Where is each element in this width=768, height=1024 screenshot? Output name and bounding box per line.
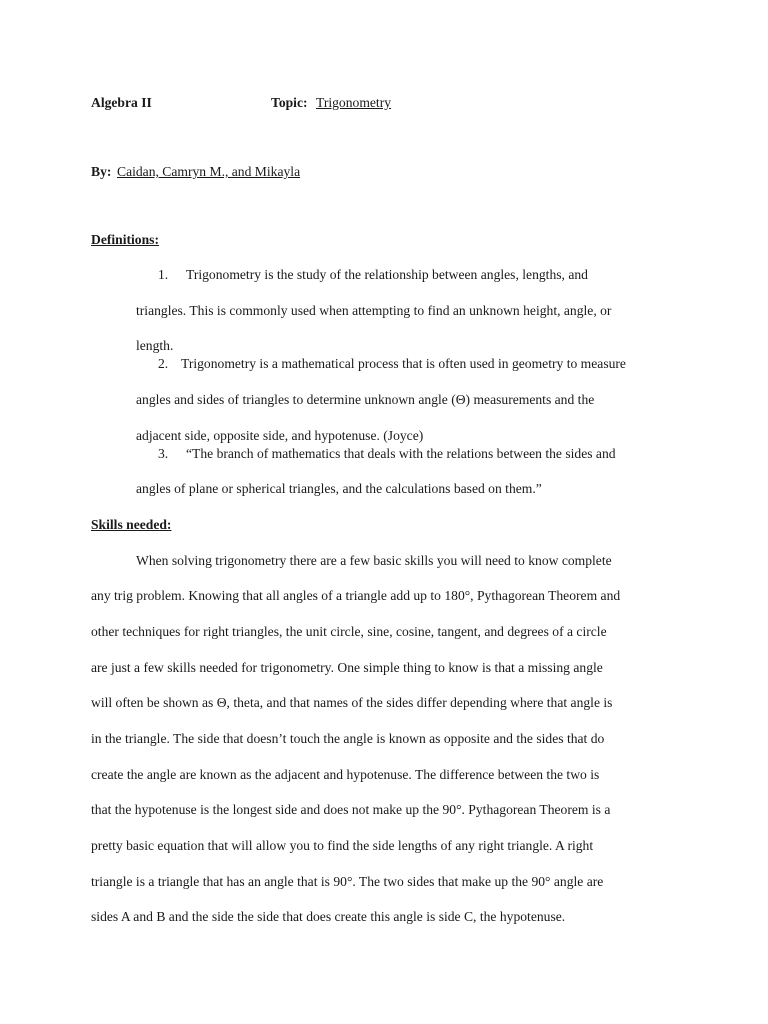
skills-line: will often be shown as Θ, theta, and that names of the sides differ depending where that angle is bbox=[91, 695, 613, 710]
definition-number: 2. bbox=[158, 356, 169, 371]
skills-line: triangle is a triangle that has an angle that is 90°. The two sides that make up the 90° angle are bbox=[91, 874, 604, 889]
definition-line: “The branch of mathematics that deals with the relations between the sides and bbox=[186, 446, 616, 461]
skills-line: other techniques for right triangles, the unit circle, sine, cosine, tangent, and degrees of a circle bbox=[91, 624, 607, 639]
skills-line: any trig problem. Knowing that all angles of a triangle add up to 180°, Pythagorean Theorem and bbox=[91, 588, 621, 603]
definition-number: 3. bbox=[158, 446, 169, 461]
skills-line: in the triangle. The side that doesn’t touch the angle is known as opposite and the sides that do bbox=[91, 731, 605, 746]
definition-number: 1. bbox=[158, 267, 169, 282]
authors: Caidan, Camryn M., and Mikayla bbox=[117, 164, 301, 179]
skills-line: are just a few skills needed for trigonometry. One simple thing to know is that a missing angle bbox=[91, 660, 603, 675]
skills-heading: Skills needed: bbox=[91, 517, 172, 532]
course-title: Algebra II bbox=[91, 95, 152, 110]
skills-line: that the hypotenuse is the longest side and does not make up the 90°. Pythagorean Theorem is a bbox=[91, 802, 611, 817]
definition-line: triangles. This is commonly used when attempting to find an unknown height, angle, or bbox=[136, 303, 612, 318]
definition-line: Trigonometry is a mathematical process that is often used in geometry to measure bbox=[181, 356, 626, 371]
topic-label: Topic: bbox=[271, 95, 308, 110]
definitions-heading: Definitions: bbox=[91, 232, 159, 247]
skills-line: create the angle are known as the adjacent and hypotenuse. The difference between the two is bbox=[91, 767, 600, 782]
definition-line: length. bbox=[136, 338, 174, 353]
topic-value: Trigonometry bbox=[316, 95, 392, 110]
definition-line: angles and sides of triangles to determine unknown angle (Θ) measurements and the bbox=[136, 392, 595, 407]
skills-line: pretty basic equation that will allow you to find the side lengths of any right triangle. A right bbox=[91, 838, 594, 853]
skills-line: When solving trigonometry there are a few basic skills you will need to know complete bbox=[136, 553, 612, 568]
by-label: By: bbox=[91, 164, 112, 179]
definition-line: angles of plane or spherical triangles, and the calculations based on them.” bbox=[136, 481, 542, 496]
definition-line: Trigonometry is the study of the relationship between angles, lengths, and bbox=[186, 267, 588, 282]
definition-line: adjacent side, opposite side, and hypotenuse. (Joyce) bbox=[136, 428, 424, 443]
skills-line: sides A and B and the side the side that does create this angle is side C, the hypotenuse. bbox=[91, 909, 566, 924]
